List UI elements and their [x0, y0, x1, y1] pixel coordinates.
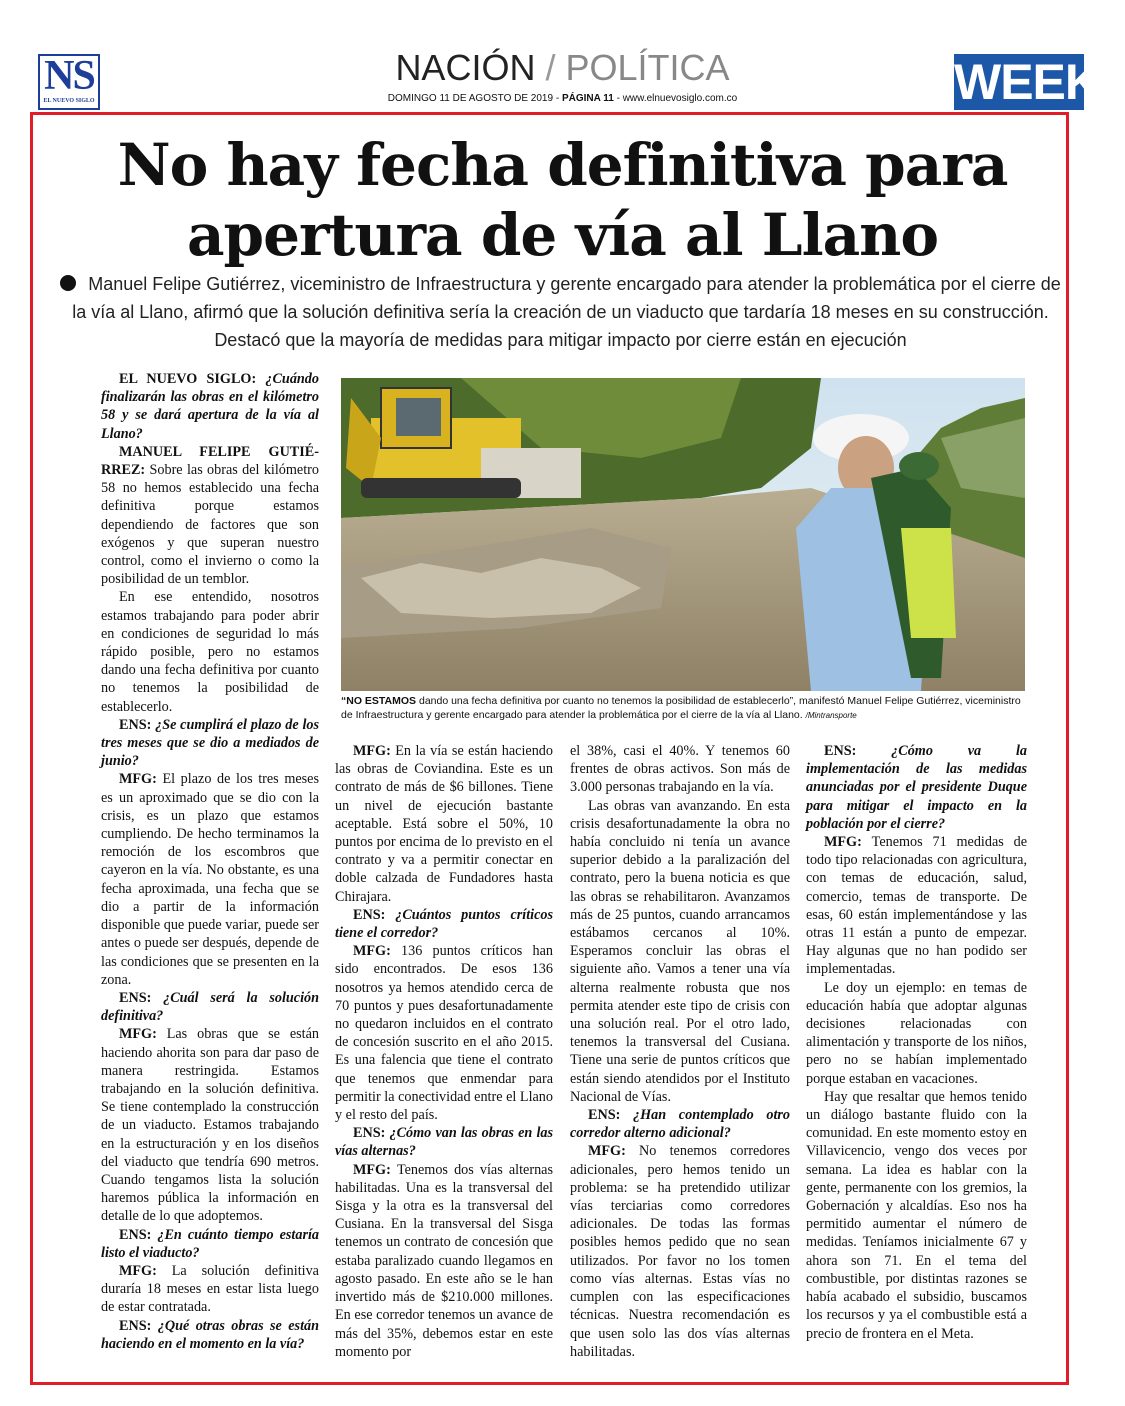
headline-line-1: No hay fecha definitiva para	[117, 131, 1008, 199]
speaker-label: MFG:	[119, 1262, 172, 1279]
speaker-label: MFG:	[588, 1143, 640, 1160]
paragraph-text: 136 puntos críticos han sido encontrados. De esos 136 nosotros ya hemos atendido cerca de 70 puntos y pues desafortunadamente no quedaron incluidos en el contrato de concesión suscrito en el año 2015. Es una falencia que tiene el contrato que tenemos que enmendar para permitir la conectividad entre el Llano y el resto del país.	[335, 943, 553, 1124]
article-paragraph	[570, 1142, 790, 1360]
article-column-3	[570, 742, 790, 1361]
article-paragraph	[101, 1262, 319, 1317]
paragraph-text: ¿Han contemplado otro corredor alterno adicional?	[570, 1107, 791, 1142]
photo-caption	[341, 694, 1031, 723]
article-deck	[58, 270, 1063, 354]
paragraph-text: ¿Cuál será la solución definitiva?	[101, 989, 320, 1025]
paragraph-text: ¿Qué otras obras se están haciendo en el momento en la vía?	[101, 1317, 319, 1352]
speaker-label: ENS:	[119, 1226, 158, 1243]
speaker-label: MFG:	[119, 771, 163, 788]
speaker-label: ENS:	[119, 716, 156, 733]
page-number: PÁGINA 11	[561, 93, 614, 104]
speaker-label: MFG:	[119, 1026, 167, 1043]
paragraph-text: Tenemos dos vías alternas habilitadas. Una es la transversal del Sisga y la otra es la transversal del Cusiana. En la transversal del Sisga tenemos un contrato de concesión que estaba paralizado cuando llegamos en agosto pasado. En este año se le han invertido más de $210.000 millones. En ese corredor tenemos un avance de más del 35%, debemos estar en este momento por	[335, 1161, 553, 1360]
interview-question	[101, 989, 319, 1025]
article-paragraph	[570, 797, 790, 1106]
interview-question	[806, 742, 1027, 833]
paragraph-text: No tenemos corredores adicionales, pero hemos tenido un problema: se ha pretendido utilizar vías terciarias como corredores adicionales. De todas las formas posibles hemos pedido que no sean utilizados. Por favor no los tomen como vías alternas. Estas vías no cumplen con las especificaciones técnicas. Nuestra recomendación es que usen solo las dos vías alternas habilitadas.	[570, 1143, 790, 1360]
interview-question	[335, 906, 553, 942]
speaker-label: EL NUEVO SIGLO:	[119, 371, 266, 387]
article-paragraph	[806, 979, 1027, 1088]
article-column-4	[806, 742, 1027, 1343]
week-badge: WEEK	[954, 54, 1100, 110]
deck-text: Manuel Felipe Gutiérrez, viceministro de Infraestructura y gerente encargado para atender la problemática por el cierre de la vía al Llano, afirmó que la solución definitiva sería la creación de un viaducto que tardaría 18 meses en su construcción. Destacó que la mayoría de medidas para mitigar impacto por cierre están en ejecución	[72, 274, 1061, 350]
speaker-label: MFG:	[353, 743, 396, 759]
speaker-label: ENS:	[119, 1317, 158, 1334]
speaker-label: MFG:	[353, 943, 402, 960]
speaker-label: ENS:	[353, 1125, 390, 1142]
speaker-label: MANUEL FELIPE GUTIÉRREZ:	[101, 443, 319, 479]
paragraph-text: Las obras que se están haciendo ahorita son para dar paso de manera restringida. Estamos trabajando en la solución definitiva. Se tiene contemplado la construcción de un viaducto. Estamos trabajando en la estructuración y en los diseños del viaducto que tendría 690 metros. Cuando tengamos lista la solución haremos pública la información en detalle de lo que adoptemos.	[101, 1026, 319, 1225]
paragraph-text: Las obras van avanzando. En esta crisis desafortunadamente la obra no había concluido ni tenía un avance superior debido a la paralización del contrato, pero la buena noticia es que las obras se rehabilitaron. Avanzamos más de 25 puntos, cuando arrancamos estábamos cercanos al 10%. Esperamos concluir las obras el siguiente año. Vamos a tener una vía alterna realmente robusta que nos permita atender este tipo de crisis con una solución real. Por el otro lado, tenemos la transversal del Cusiana. Tiene una serie de puntos críticos que están siendo atendidos por el Instituto Nacional de Vías.	[570, 797, 790, 1105]
article-paragraph	[335, 1161, 553, 1361]
section-separator: /	[545, 47, 556, 88]
interview-question	[101, 716, 319, 771]
speaker-label: MFG:	[353, 1161, 397, 1178]
paragraph-text: ¿Cómo van las obras en las vías alternas?	[335, 1125, 554, 1160]
article-paragraph	[101, 443, 319, 589]
site-url: - www.elnuevosiglo.com.co	[613, 93, 738, 104]
paragraph-text: En la vía se están haciendo las obras de Coviandina. Este es un contrato de más de $6 billones. Tiene un nivel de ejecución bastante aceptable. Está sobre el 50%, 10 puntos por encima de lo previsto en el contrato y va a permitir conectar en doble calzada de Fundadores hasta Chirajara.	[335, 743, 553, 905]
caption-text: dando una fecha definitiva por cuanto no tenemos la posibilidad de establecerlo”, manifestó Manuel Felipe Gutiérrez, viceministro de Infraestructura y gerente encargado para atender la problemática por el cierre de la vía al Llano.	[341, 695, 1021, 721]
article-paragraph	[806, 833, 1027, 979]
speaker-label: ENS:	[824, 743, 892, 759]
paragraph-text: ¿Cuándo finalizarán las obras en el kilómetro 58 y se dará apertura de la vía al Llano?	[101, 371, 319, 442]
article-photo	[341, 378, 1025, 691]
bullet-icon	[60, 275, 76, 291]
section-main: NACIÓN	[395, 47, 536, 88]
article-paragraph	[335, 742, 553, 906]
interview-question	[570, 1106, 790, 1142]
interview-question	[101, 1317, 319, 1353]
paragraph-text: En ese entendido, nosotros estamos trabajando para poder abrir en condiciones de seguridad lo más rápido posible, pero no estamos dando una fecha definitiva por cuanto no tenemos la posibilidad de establecerlo.	[101, 589, 319, 715]
article-paragraph	[101, 1025, 319, 1225]
article-paragraph	[806, 1088, 1027, 1343]
date-text: DOMINGO 11 DE AGOSTO DE 2019 -	[387, 93, 562, 104]
paragraph-text: ¿En cuánto tiempo estaría listo el viaducto?	[101, 1226, 319, 1261]
speaker-label: ENS:	[119, 989, 164, 1006]
photo-illustration	[341, 378, 1025, 691]
caption-bold: “NO ESTAMOS	[341, 695, 417, 707]
interview-question	[101, 370, 319, 443]
interview-question	[101, 1226, 319, 1262]
paragraph-text: ¿Se cumplirá el plazo de los tres meses que se dio a mediados de junio?	[101, 716, 320, 770]
paragraph-text: El plazo de los tres meses es un aproximado que se dio con la crisis, es un plazo que estamos cumpliendo. De hecho terminamos la remoción de los escombros que cayeron en la vía. No obstante, es una fecha aproximada, una fecha que se dio a partir de la información disponible que puede variar, puede ser antes o puede ser después, depende de las condiciones que se presenten en la zona.	[101, 771, 320, 988]
paragraph-text: La solución definitiva duraría 18 meses en estar lista luego de estar contratada.	[101, 1262, 319, 1316]
speaker-label: ENS:	[353, 906, 396, 923]
interview-question	[335, 1124, 553, 1160]
speaker-label: MFG:	[824, 834, 872, 851]
caption-credit: /Mintransporte	[805, 711, 857, 720]
paragraph-text: Tenemos 71 medidas de todo tipo relacionadas con agricultura, con temas de educación, salud, comercio, temas de transporte. De esas, 60 están implementándose y las otras 11 están a punto de empezar. Hay algunas que no han podido ser implementadas.	[806, 834, 1028, 978]
paragraph-text: Sobre las obras del kilómetro 58 no hemos establecido una fecha definitiva porque estamos dependiendo de factores que son exógenos y que superan nuestro control, como el invierno o como la posibilidad de un temblor.	[101, 462, 319, 588]
headline	[40, 130, 1085, 270]
paragraph-text: ¿Cuántos puntos críticos tiene el corredor?	[335, 906, 554, 942]
article-paragraph	[101, 588, 319, 715]
article-paragraph	[101, 770, 319, 988]
article-paragraph	[335, 942, 553, 1124]
headline-line-2: apertura de vía al Llano	[186, 201, 939, 269]
logo-subtext: EL NUEVO SIGLO	[43, 98, 95, 104]
paragraph-text: ¿Cómo va la implementación de las medidas anunciadas por el presidente Duque para mitigar el impacto en la población por el cierre?	[806, 743, 1027, 832]
article-column-2	[335, 742, 553, 1361]
speaker-label: ENS:	[588, 1107, 634, 1124]
paragraph-text: el 38%, casi el 40%. Y tenemos 60 frentes de obras activos. Son más de 3.000 personas trabajando en la vía.	[570, 743, 790, 796]
logo-initials: NS	[44, 53, 94, 99]
paragraph-text: Le doy un ejemplo: en temas de educación había que adoptar algunas decisiones relacionadas con alimentación y transporte de los niños, pero no se habían implementado porque estaban en vacaciones.	[806, 979, 1027, 1087]
article-paragraph	[570, 742, 790, 797]
article-column-1	[101, 370, 319, 1353]
paragraph-text: Hay que resaltar que hemos tenido un diálogo bastante fluido con la comunidad. En este momento estoy en Villavicencio, vengo dos veces por semana. La idea es hablar con la gente, permanente con los gremios, la Gobernación y alcaldías. Eso nos ha permitido aumentar el número de medidas. Teníamos inicialmente 67 y ahora son 71. En el tema del combustible, por distintas razones se había acabado el subsidio, buscamos los recursos y ya el combustible está a precio de frontera en el Meta.	[806, 1088, 1027, 1342]
section-sub: POLÍTICA	[565, 47, 730, 88]
